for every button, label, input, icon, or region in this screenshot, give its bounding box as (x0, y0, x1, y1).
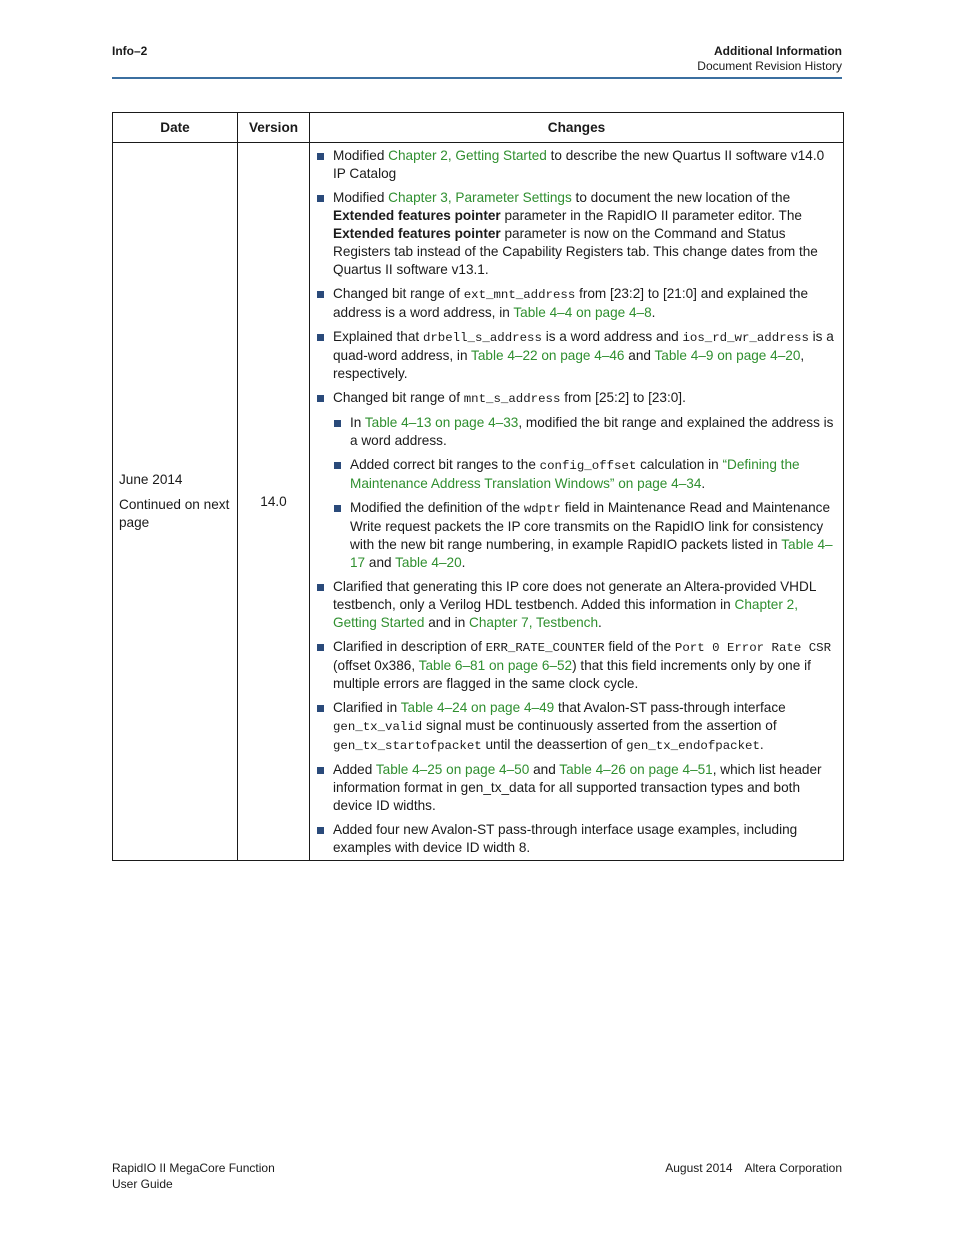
link-table-4-20[interactable]: Table 4–20 (395, 555, 462, 570)
text: that Avalon-ST pass-through interface (554, 700, 786, 715)
page-number: Info–2 (112, 44, 148, 58)
text: from [25:2] to [23:0]. (560, 390, 686, 405)
bold-term: Extended features pointer (333, 226, 501, 241)
text: . (759, 737, 764, 752)
text: field of the (604, 639, 675, 654)
link-chapter-2[interactable]: Chapter 2, Getting Started (333, 597, 798, 630)
link-table-4-24[interactable]: Table 4–24 on page 4–49 (400, 700, 555, 715)
footer-company: Altera Corporation (744, 1161, 842, 1175)
text: calculation in (636, 457, 723, 472)
text: from [23:2] to [21:0] and explained the address is a word address, in (333, 286, 809, 320)
list-item (316, 638, 835, 693)
text: . (651, 305, 656, 320)
text: Modified (333, 190, 389, 205)
link-table-4-17[interactable]: Table 4–17 (350, 537, 833, 570)
code-term: gen_tx_valid (333, 720, 423, 734)
code-term: ios_rd_wr_address (682, 331, 809, 345)
sub-list (333, 414, 835, 572)
table-row (113, 143, 844, 861)
link-table-4-26[interactable]: Table 4–26 on page 4–51 (559, 762, 713, 777)
text: Changed bit range of (333, 286, 464, 301)
section-title: Additional Information (714, 44, 842, 58)
code-term: config_offset (539, 459, 637, 473)
changes-list (316, 147, 835, 857)
link-table-4-4[interactable]: Table 4–4 on page 4–8 (513, 305, 652, 320)
code-term: wdptr (523, 502, 561, 516)
list-item (316, 821, 835, 857)
text: Clarified that generating this IP core does not generate an Altera-provided VHDL testbench, only a Verilog HDL testbench. Added this information in (333, 579, 816, 612)
sub-list-item (333, 456, 835, 493)
text: Added correct bit ranges to the (350, 457, 540, 472)
list-item (316, 389, 835, 572)
text: Clarified in description of (333, 639, 486, 654)
date-cell (113, 143, 238, 861)
text: Added (333, 762, 376, 777)
column-header-changes: Changes (310, 113, 844, 143)
sub-list-item (333, 499, 835, 572)
subsection-title: Document Revision History (697, 59, 842, 73)
text: Changed bit range of (333, 390, 464, 405)
link-defining-translation-windows[interactable]: “Defining the Maintenance Address Translation Windows” on page 4–34 (350, 457, 800, 491)
footer-date: August 2014 (665, 1161, 733, 1175)
link-chapter-7[interactable]: Chapter 7, Testbench (469, 615, 599, 630)
text: , modified the bit range and explained the address is a word address. (350, 415, 834, 448)
link-table-6-81[interactable]: Table 6–81 on page 6–52 (418, 658, 573, 673)
code-term: drbell_s_address (422, 331, 542, 345)
text: to document the new location of the (571, 190, 791, 205)
text: and (624, 348, 655, 363)
code-term: ERR_RATE_COUNTER (485, 641, 605, 655)
continued-note: Continued on next page (119, 497, 230, 530)
text: Explained that (333, 329, 423, 344)
text: until the deassertion of (481, 737, 627, 752)
link-chapter-3[interactable]: Chapter 3, Parameter Settings (388, 190, 572, 205)
text: (offset 0x386, (333, 658, 419, 673)
text: . (461, 555, 466, 570)
text: signal must be continuously asserted from the assertion of (422, 718, 777, 733)
link-table-4-25[interactable]: Table 4–25 on page 4–50 (375, 762, 530, 777)
list-item (316, 328, 835, 383)
text: to describe the new Quartus II software v14.0 IP Catalog (333, 148, 825, 181)
list-item (316, 699, 835, 755)
text: parameter in the RapidIO II parameter editor. The (500, 208, 802, 223)
code-term: Port 0 Error Rate CSR (674, 641, 832, 655)
table-header-row (113, 113, 844, 143)
code-term: mnt_s_address (463, 392, 561, 406)
code-term: ext_mnt_address (463, 288, 576, 302)
column-header-date: Date (113, 113, 238, 143)
link-table-4-22[interactable]: Table 4–22 on page 4–46 (471, 348, 625, 363)
text: parameter is now on the Command and Status Registers tab instead of the Capability Registers tab. This change dates from the Quartus II software v13.1. (333, 226, 818, 277)
header-rule (112, 77, 842, 79)
bold-term: Extended features pointer (333, 208, 501, 223)
text: , respectively. (333, 348, 805, 381)
list-item (316, 147, 835, 183)
text: , which list header information format in gen_tx_data for all supported transaction types and both device ID widths. (333, 762, 822, 813)
text: Added four new Avalon-ST pass-through interface usage examples, including examples with device ID width 8. (333, 822, 798, 855)
list-item (316, 189, 835, 279)
footer-right (665, 1160, 842, 1176)
text: and (365, 555, 396, 570)
date-value: June 2014 (119, 472, 183, 487)
text: Modified (333, 148, 389, 163)
list-item (316, 761, 835, 815)
text: is a word address and (541, 329, 683, 344)
running-header (697, 44, 842, 74)
text: . (701, 476, 706, 491)
text: and in (424, 615, 470, 630)
list-item (316, 285, 835, 322)
column-header-version: Version (238, 113, 310, 143)
text: is a quad-word address, in (333, 329, 834, 363)
product-name: RapidIO II MegaCore Function (112, 1161, 275, 1175)
doc-type: User Guide (112, 1177, 173, 1191)
revision-history-table (112, 112, 844, 861)
text: field in Maintenance Read and Maintenance Write request packets the IP core transmits on the RapidIO link for consistency with the new bit range numbering, in example RapidIO packets listed in (350, 500, 831, 552)
text: ) that this field increments only by one if multiple errors are flagged in the same clock cycle. (333, 658, 811, 691)
text: Clarified in (333, 700, 401, 715)
link-chapter-2[interactable]: Chapter 2, Getting Started (388, 148, 547, 163)
code-term: gen_tx_startofpacket (333, 739, 482, 753)
text: and (529, 762, 560, 777)
version-cell: 14.0 (238, 143, 310, 861)
text: . (598, 615, 602, 630)
list-item (316, 578, 835, 632)
text: In (350, 415, 365, 430)
link-table-4-9[interactable]: Table 4–9 on page 4–20 (654, 348, 801, 363)
link-table-4-13[interactable]: Table 4–13 on page 4–33 (364, 415, 519, 430)
sub-list-item (333, 414, 835, 450)
text: Modified the definition of the (350, 500, 524, 515)
changes-cell (310, 143, 844, 861)
code-term: gen_tx_endofpacket (626, 739, 760, 753)
footer-left (112, 1160, 275, 1192)
